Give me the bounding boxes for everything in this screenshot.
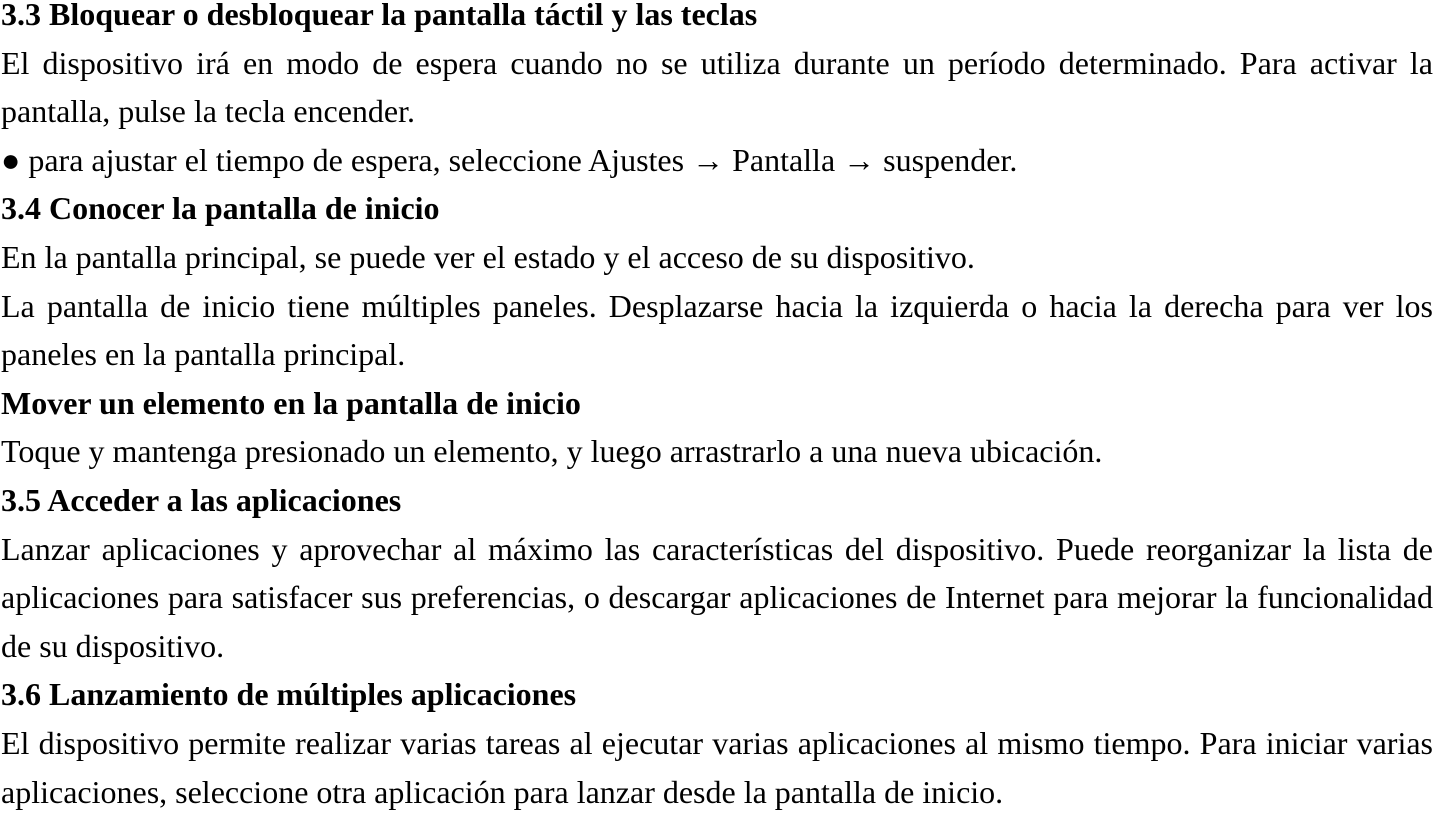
section-3-3-heading: 3.3 Bloquear o desbloquear la pantalla táctil y las teclas [1, 0, 758, 32]
section-3-4-paragraph-1: En la pantalla principal, se puede ver el estado y el acceso de su dispositivo. [1, 238, 975, 275]
section-3-4-paragraph-2: La pantalla de inicio tiene múltiples paneles. Desplazarse hacia la izquierda o hacia la derecha para ver los paneles en la pantalla principal. [1, 287, 1433, 373]
section-3-5-heading: 3.5 Acceder a las aplicaciones [1, 481, 402, 518]
section-3-4-heading: 3.4 Conocer la pantalla de inicio [1, 190, 440, 227]
section-3-3-bullet [1, 136, 1433, 185]
section-3-3-paragraph: El dispositivo irá en modo de espera cuando no se utiliza durante un período determinado. Para activar la pantalla, pulse la tecla encender. [1, 44, 1433, 130]
section-3-4-paragraph-3: Toque y mantenga presionado un elemento, y luego arrastrarlo a una nueva ubicación. [1, 433, 1103, 470]
section-3-4-subheading: Mover un elemento en la pantalla de inicio [1, 384, 581, 421]
bullet-icon: ● [1, 141, 21, 178]
section-3-5-paragraph: Lanzar aplicaciones y aprovechar al máximo las características del dispositivo. Puede reorganizar la lista de aplicaciones para satisfacer sus preferencias, o descargar aplicaciones de Internet para mejorar la funcionalidad de su dispositivo. [1, 530, 1433, 664]
section-3-6-heading: 3.6 Lanzamiento de múltiples aplicaciones [1, 676, 577, 713]
bullet-text: para ajustar el tiempo de espera, seleccione Ajustes → Pantalla → suspender. [28, 141, 1018, 178]
section-3-6-paragraph: El dispositivo permite realizar varias tareas al ejecutar varias aplicaciones al mismo tiempo. Para iniciar varias aplicaciones, seleccione otra aplicación para lanzar desde la pantalla de inicio. [1, 724, 1433, 810]
